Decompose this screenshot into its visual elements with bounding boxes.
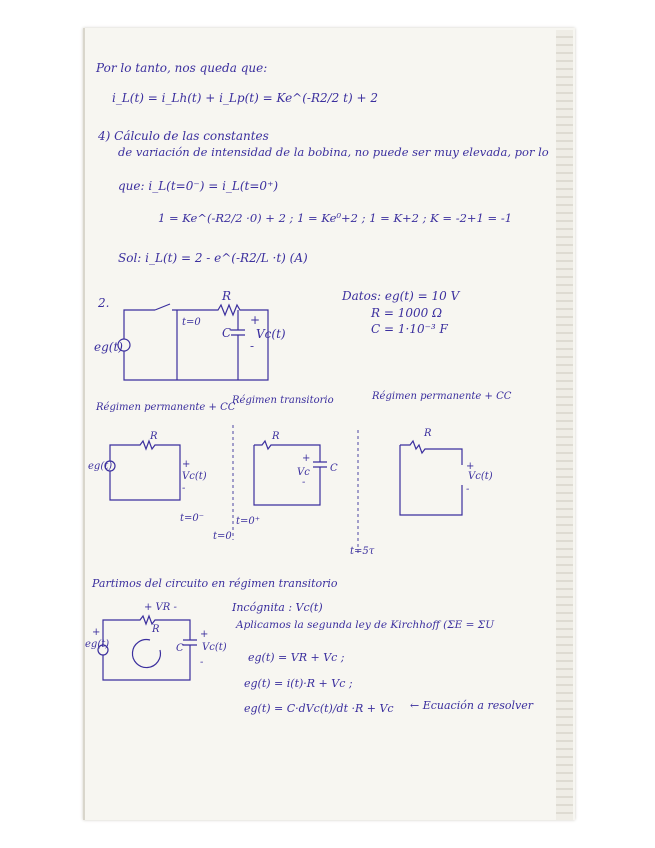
regime1-plus: + (182, 459, 191, 470)
regime2-title: Régimen transitorio (232, 395, 334, 406)
regime-time-five-tau: t=5τ (350, 546, 375, 557)
data-capacitance: C = 1·10⁻³ F (371, 322, 448, 336)
equation-2: eg(t) = i(t)·R + Vc ; (244, 677, 353, 690)
regime3-R: R (424, 428, 432, 439)
note-line-3: 4) Cálculo de las constantes (98, 129, 269, 143)
note-line-7: Sol: i_L(t) = 2 - e^(-R2/L ·t) (A) (118, 251, 308, 265)
kirchhoff-label: Aplicamos la segunda ley de Kirchhoff (ΣE = ΣU (236, 619, 495, 631)
circuit1-C-label: C (222, 326, 232, 340)
transient-vc: Vc(t) (202, 642, 227, 653)
circuit1-minus: - (250, 339, 255, 353)
regime2-plus: + (302, 453, 311, 464)
circuit1-source-label: eg(t) (94, 340, 123, 354)
regime2-vc: Vc (297, 467, 310, 478)
regime3-minus: - (466, 484, 470, 495)
transient-R: R (152, 624, 160, 635)
regime2-minus: - (302, 477, 306, 488)
regime1-R: R (150, 431, 158, 442)
data-resistance: R = 1000 Ω (371, 306, 443, 320)
regime1-minus: - (182, 483, 186, 494)
note-line-6: 1 = Ke^(-R2/2 ·0) + 2 ; 1 = Ke⁰+2 ; 1 = K+2 ; K = -2+1 = -1 (158, 211, 513, 225)
circuit1-R-label: R (222, 289, 232, 303)
circuit1-vc-label: Vc(t) (256, 327, 286, 341)
regime1-vc: Vc(t) (182, 471, 207, 482)
regime2-R: R (272, 431, 280, 442)
vr-label: + VR - (144, 602, 177, 613)
regime3-title: Régimen permanente + CC (372, 391, 512, 402)
circuit1-plus: + (250, 313, 261, 327)
circuit1-switch-label: t=0 (182, 317, 201, 328)
regime2-C: C (330, 463, 338, 474)
equation-3: eg(t) = C·dVc(t)/dt ·R + Vc (244, 702, 394, 715)
note-line-2: i_L(t) = i_Lh(t) + i_Lp(t) = Ke^(-R2/2 t) + 2 (112, 91, 378, 105)
regime3-vc: Vc(t) (468, 471, 493, 482)
data-title: Datos: eg(t) = 10 V (342, 289, 460, 303)
regime1-eg: eg(t) (88, 461, 113, 472)
note-line-1: Por lo tanto, nos queda que: (96, 61, 268, 75)
regime-time-zero: t=0 (213, 531, 232, 542)
transient-eg: eg(t) (85, 639, 110, 650)
circuit1-number: 2. (98, 296, 110, 310)
current-loop-arrow (132, 640, 160, 668)
regime1-time: t=0⁻ (180, 513, 205, 524)
regime2-time: t=0⁺ (236, 516, 261, 527)
note-line-5: que: i_L(t=0⁻) = i_L(t=0⁺) (118, 179, 279, 193)
regime1-title: Régimen permanente + CC (96, 402, 236, 413)
note-line-4: de variación de intensidad de la bobina, no puede ser muy elevada, por lo (118, 145, 549, 159)
transient-minus: - (200, 657, 204, 668)
equation-3-note: ← Ecuación a resolver (410, 699, 534, 712)
equation-1: eg(t) = VR + Vc ; (248, 651, 345, 664)
transient-source-plus: + (92, 627, 101, 638)
transient-C: C (176, 643, 184, 654)
transient-title: Partimos del circuito en régimen transitorio (92, 577, 338, 590)
unknown-label: Incógnita : Vc(t) (232, 601, 323, 614)
transient-plus: + (200, 629, 209, 640)
regime3-plus: + (466, 461, 475, 472)
